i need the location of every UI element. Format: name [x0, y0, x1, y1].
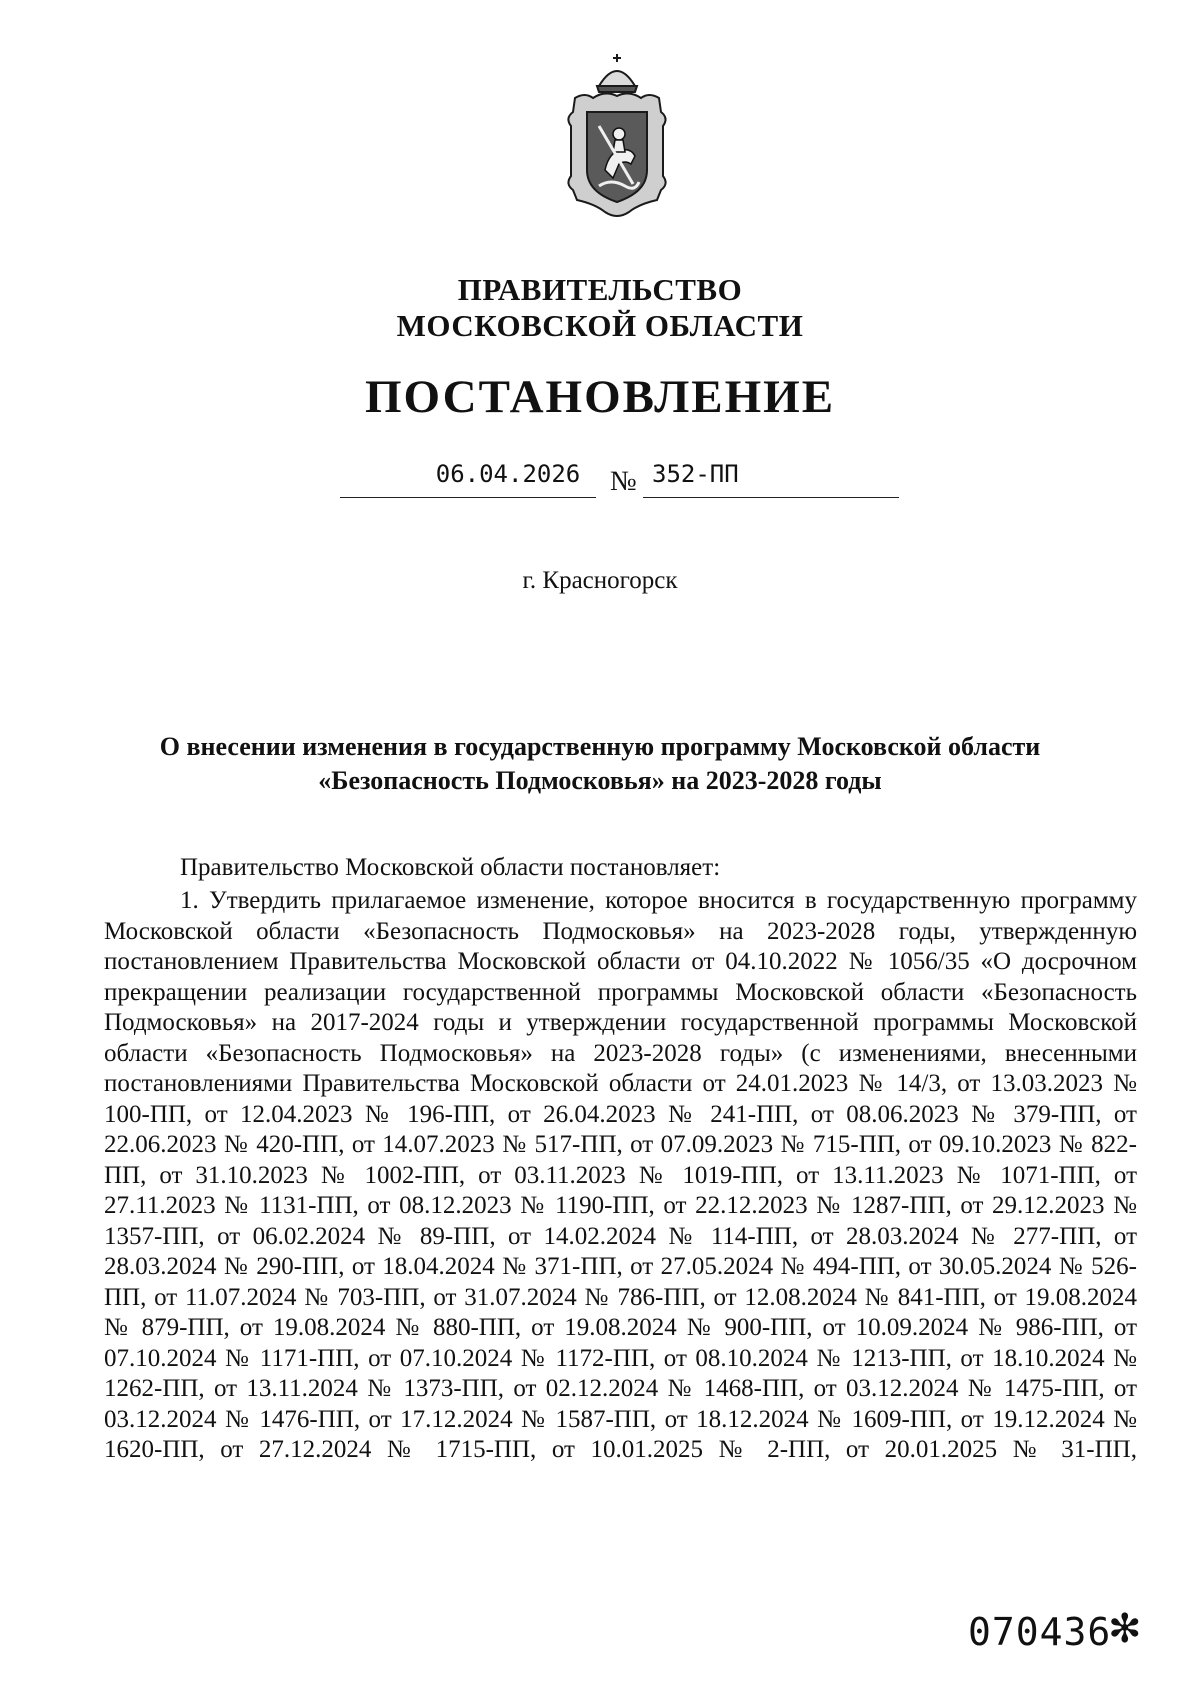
subject-line2: «Безопасность Подмосковья» на 2023-2028 годы [318, 766, 882, 795]
date-underline [340, 497, 596, 498]
document-number: 352-ПП [652, 460, 739, 488]
subject-line1: О внесении изменения в государственную программу Московской области [159, 732, 1041, 761]
document-type-title: ПОСТАНОВЛЕНИЕ [364, 371, 836, 423]
city-location: г. Красногорск [522, 567, 678, 594]
serial-number: 070436 [968, 1610, 1112, 1654]
number-sign: № [610, 466, 637, 497]
preamble-text: Правительство Московской области постановляет: [180, 854, 721, 881]
coat-of-arms-icon [555, 52, 679, 220]
organization-name-line1: ПРАВИТЕЛЬСТВО [457, 272, 743, 307]
number-underline [643, 497, 899, 498]
asterisk-icon: ✻ [1108, 1606, 1142, 1652]
paragraph-1: 1. Утвердить прилагаемое изменение, которое вносится в государственную программу Московской области «Безопасность Подмосковья» на 2023-2028 годы, утвержденную постановлением Правительства Московской области от 04.10.2022 № 1056/35 «О досрочном прекращении реализации государственной программы Московской области «Безопасность Подмосковья» на 2017-2024 годы и утверждении государственной программы Московской области «Безопасность Подмосковья» на 2023-2028 годы» (с изменениями, внесенными постановлениями Правительства Московской области от 24.01.2023 № 14/3, от 13.03.2023 № 100-ПП, от 12.04.2023 № 196-ПП, от 26.04.2023 № 241-ПП, от 08.06.2023 № 379-ПП, от 22.06.2023 № 420-ПП, от 14.07.2023 № 517-ПП, от 07.09.2023 № 715-ПП, от 09.10.2023 № 822-ПП, от 31.10.2023 № 1002-ПП, от 03.11.2023 № 1019-ПП, от 13.11.2023 № 1071-ПП, от 27.11.2023 № 1131-ПП, от 08.12.2023 № 1190-ПП, от 22.12.2023 № 1287-ПП, от 29.12.2023 № 1357-ПП, от 06.02.2024 № 89-ПП, от 14.02.2024 № 114-ПП, от 28.03.2024 № 277-ПП, от 28.03.2024 № 290-ПП, от 18.04.2024 № 371-ПП, от 27.05.2024 № 494-ПП, от 30.05.2024 № 526-ПП, от 11.07.2024 № 703-ПП, от 31.07.2024 № 786-ПП, от 12.08.2024 № 841-ПП, от 19.08.2024 № 879-ПП, от 19.08.2024 № 880-ПП, от 19.08.2024 № 900-ПП, от 10.09.2024 № 986-ПП, от 07.10.2024 № 1171-ПП, от 07.10.2024 № 1172-ПП, от 08.10.2024 № 1213-ПП, от 18.10.2024 № 1262-ПП, от 13.11.2024 № 1373-ПП, от 02.12.2024 № 1468-ПП, от 03.12.2024 № 1475-ПП, от 03.12.2024 № 1476-ПП, от 17.12.2024 № 1587-ПП, от 18.12.2024 № 1609-ПП, от 19.12.2024 № 1620-ПП, от 27.12.2024 № 1715-ПП, от 10.01.2025 № 2-ПП, от 20.01.2025 № 31-ПП, [104, 887, 1137, 1463]
organization-name-line2: МОСКОВСКОЙ ОБЛАСТИ [396, 308, 804, 343]
document-date: 06.04.2026 [435, 460, 581, 488]
body-paragraph [104, 886, 1137, 1466]
document-subject [100, 730, 1100, 798]
